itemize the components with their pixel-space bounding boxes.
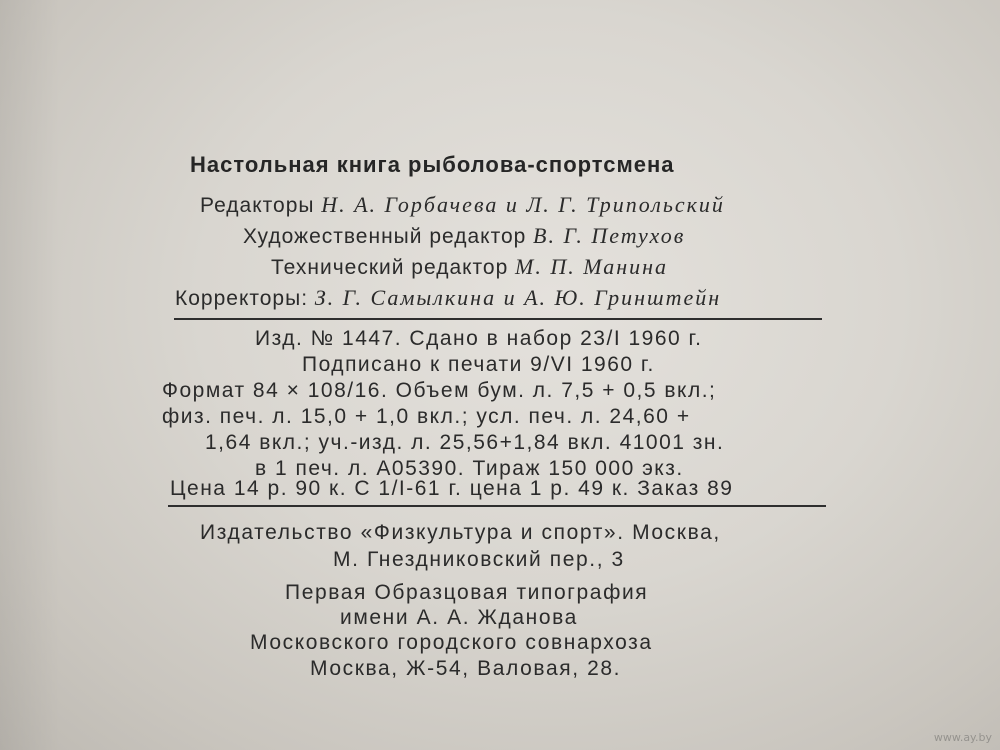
printer-line: имени А. А. Жданова — [340, 606, 578, 629]
divider-top — [174, 318, 822, 320]
credit-names: З. Г. Самылкина и А. Ю. Гринштейн — [314, 285, 722, 310]
credit-art-editor — [243, 223, 685, 250]
page-shadow — [0, 0, 60, 750]
divider-bottom — [168, 505, 826, 507]
imprint-line: 1,64 вкл.; уч.-изд. л. 25,56+1,84 вкл. 41001 зн. — [205, 431, 725, 454]
book-title: Настольная книга рыболова-спортсмена — [190, 152, 675, 177]
credit-role: Корректоры: — [175, 287, 309, 310]
imprint-line: в 1 печ. л. А05390. Тираж 150 000 экз. — [255, 457, 684, 480]
credit-role: Художественный редактор — [243, 225, 527, 248]
credit-editors — [200, 192, 725, 219]
printer-line: Москва, Ж-54, Валовая, 28. — [310, 657, 622, 680]
credit-names: Н. А. Горбачева и Л. Г. Трипольский — [321, 192, 725, 217]
credit-names: М. П. Манина — [515, 254, 669, 279]
imprint-line: Подписано к печати 9/VI 1960 г. — [302, 353, 655, 376]
credit-role: Технический редактор — [271, 256, 509, 279]
publisher-line: М. Гнездниковский пер., 3 — [333, 548, 625, 571]
printer-line: Первая Образцовая типография — [285, 581, 649, 604]
watermark: www.ay.by — [933, 731, 992, 744]
imprint-line: Изд. № 1447. Сдано в набор 23/I 1960 г. — [255, 327, 703, 350]
imprint-line: физ. печ. л. 15,0 + 1,0 вкл.; усл. печ. л. 24,60 + — [162, 405, 691, 428]
credit-names: В. Г. Петухов — [533, 223, 686, 248]
credit-proofreaders — [175, 285, 721, 312]
credit-tech-editor — [271, 254, 668, 281]
publisher-line: Издательство «Физкультура и спорт». Москва, — [200, 521, 721, 544]
credit-role: Редакторы — [200, 194, 315, 217]
imprint-line: Формат 84 × 108/16. Объем бум. л. 7,5 + 0,5 вкл.; — [162, 379, 717, 402]
imprint-line: Цена 14 р. 90 к. С 1/I-61 г. цена 1 р. 49 к. Заказ 89 — [170, 477, 734, 500]
printer-line: Московского городского совнархоза — [250, 631, 653, 654]
